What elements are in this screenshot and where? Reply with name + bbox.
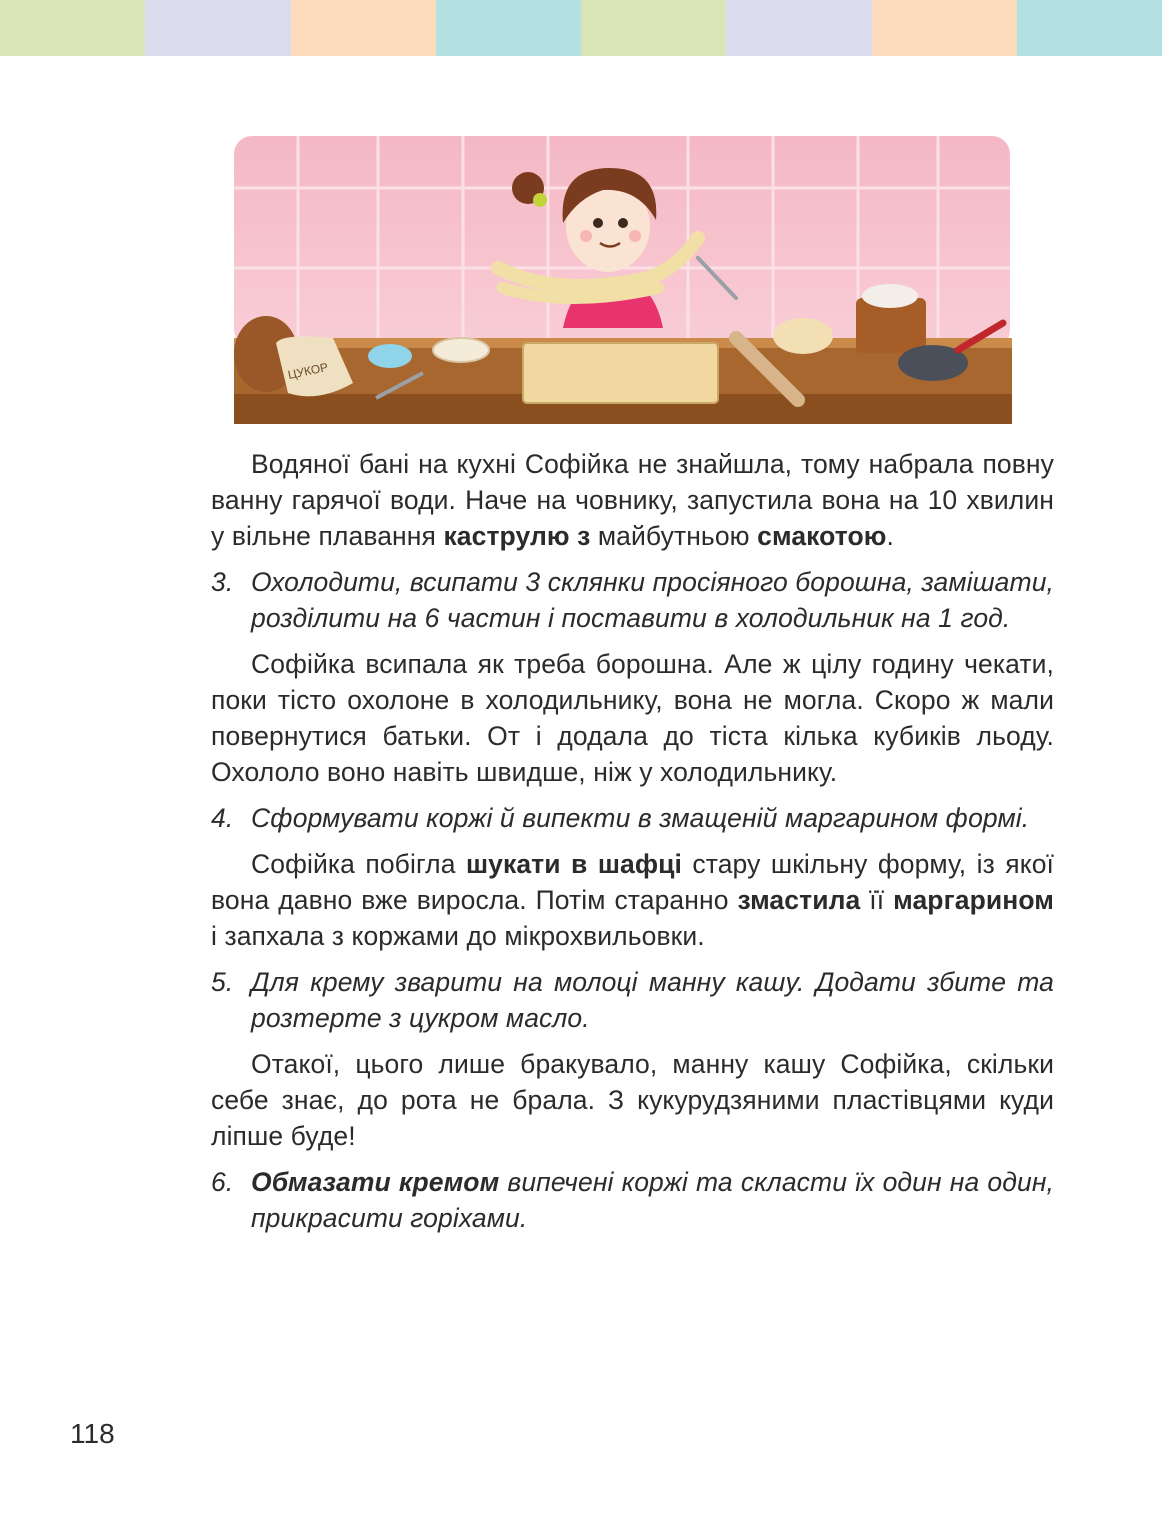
top-color-bar <box>0 0 1162 56</box>
bold-phrase: змастила <box>737 885 861 915</box>
page-number: 118 <box>70 1418 115 1449</box>
color-bar-segment <box>872 0 1017 56</box>
color-bar-segment <box>291 0 436 56</box>
recipe-step <box>211 564 1054 636</box>
text-run: і запхала з коржами до мікрохвильовки. <box>211 921 705 951</box>
step-number: 3. <box>211 567 234 597</box>
step-number: 4. <box>211 803 234 833</box>
kitchen-illustration <box>228 128 1018 433</box>
text-run: випечені коржі та скласти їх один на один, прикрасити горіхами. <box>251 1167 1054 1233</box>
color-bar-segment <box>1017 0 1162 56</box>
story-paragraph <box>211 446 1054 554</box>
text-run: стару шкільну форму, із якої вона давно вже виросла. Потім старанно <box>211 849 1054 915</box>
plate <box>433 338 489 362</box>
color-bar-segment <box>726 0 871 56</box>
recipe-step <box>211 1164 1054 1236</box>
color-bar-segment <box>145 0 290 56</box>
color-bar-segment <box>436 0 581 56</box>
step-number: 6. <box>211 1167 234 1197</box>
text-run: . <box>886 521 895 551</box>
bold-phrase: маргарином <box>893 885 1054 915</box>
recipe-step <box>211 800 1054 836</box>
bold-phrase: шукати в шафці <box>465 849 683 879</box>
story-paragraph <box>211 846 1054 954</box>
bowl <box>368 344 412 368</box>
text-run: Сформувати коржі й випекти в змащеній маргарином формі. <box>251 803 1030 833</box>
bold-phrase: каструлю з <box>443 521 591 551</box>
text-run: майбутньою <box>590 521 758 551</box>
bold-phrase: смакотою <box>757 521 887 551</box>
text-run: Водяної бані на кухні Софійка не знайшла, тому набрала повну ванну гарячої води. Наче на човнику, запустила вона на 10 хвилин у вільне плавання <box>211 449 1054 551</box>
bold-phrase: Обмазати кремом <box>251 1167 500 1197</box>
story-paragraph <box>211 646 1054 790</box>
dough-sheet <box>523 343 718 403</box>
text-run: її <box>860 885 894 915</box>
color-bar-segment <box>581 0 726 56</box>
color-bar-segment <box>0 0 145 56</box>
step-number: 5. <box>211 967 234 997</box>
svg-text:ЦУКОР: ЦУКОР <box>286 359 330 383</box>
text-run: Отакої, цього лише бракувало, манну кашу Софійка, скільки себе знає, до рота не брала. З кукурудзяними пластівцями куди ліпше буде! <box>211 1049 1054 1151</box>
text-run: Охолодити, всипати 3 склянки просіяного борошна, замішати, розділити на 6 частин і поставити в холодильник на 1 год. <box>251 567 1054 633</box>
text-run: Софійка всипала як треба борошна. Але ж цілу годину чекати, поки тісто охолоне в холодильнику, вона не могла. Скоро ж мали повернутися батьки. От і додала до тіста кілька кубиків льоду. Охололо воно навіть швидше, ніж у холодильнику. <box>211 649 1054 787</box>
text-run: Для крему зварити на молоці манну кашу. Додати збите та розтерте з цукром масло. <box>251 967 1054 1033</box>
text-run: Софійка побігла <box>251 849 466 879</box>
story-text <box>211 446 1054 1246</box>
recipe-step <box>211 964 1054 1036</box>
story-paragraph <box>211 1046 1054 1154</box>
